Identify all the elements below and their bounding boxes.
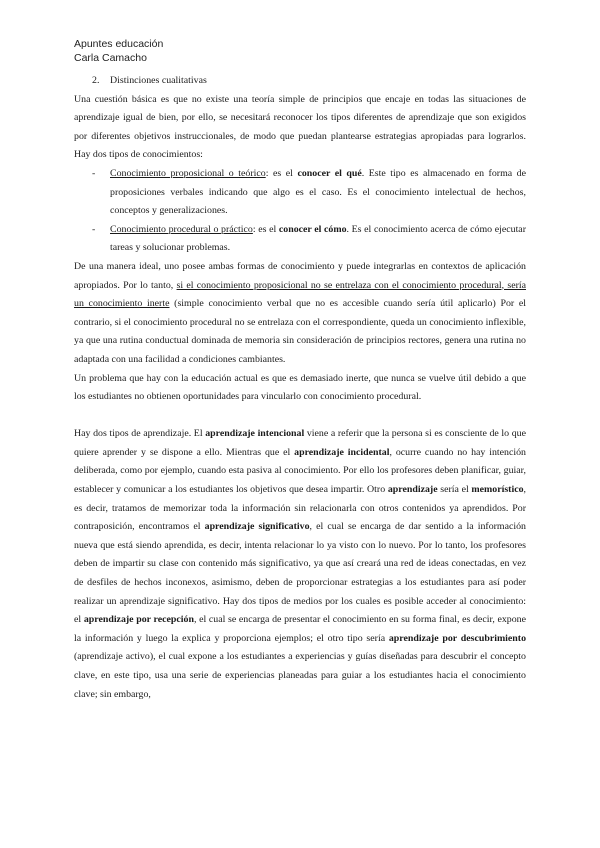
bold-discovery: aprendizaje por descubrimiento [388,632,527,644]
bullet-dash: - [92,167,96,179]
learning-text: Hay dos tipos de aprendizaje. El [74,428,206,440]
integration-start: De una manera ideal, uno posee ambas formas de conocimiento y puede integrarlas en contextos de aplicación apropiados. Por lo tanto, [74,260,526,291]
document-body [74,72,526,704]
page-header [74,37,163,65]
bold-memoristic: memorístico [471,484,524,496]
learning-text: sería el [437,484,472,496]
bold-significant: aprendizaje significativo [204,521,310,533]
bold-incidental: aprendizaje incidental [294,446,390,458]
bullet-dash: - [92,223,96,235]
paragraph-problem: Un problema que hay con la educación actual es que es demasiado inerte, que nunca se vuelve útil debido a que los estudiantes no obtienen oportunidades para vincularlo con conocimiento procedural. [74,372,526,403]
term-procedural: Conocimiento procedural o práctico [110,223,253,235]
bold-aprendizaje: aprendizaje [387,484,438,496]
integration-end: (simple conocimiento verbal que no es accesible cuando sería útil aplicarlo) Por el contrario, si el conocimiento procedural no se entrelaza con el correspondiente, queda un conocimiento inflexible, ya que una rutina conductual dominada de memoria sin consideración de principios rectores, genera una rutina no adaptada con una facilidad a condiciones cambiantes. [74,298,526,365]
section-heading [74,72,526,91]
learning-text: , el cual se encarga de presentar el conocimiento en su forma final, es decir, expone la información y luego la explica y proporciona ejemplos; el otro tipo sería [74,614,526,644]
learning-text: (aprendizaje activo), el cual expone a los estudiantes a experiencias y guías diseñadas para descubrir el concepto clave, en este tipo, usa una serie de experiencias planeadas para guiar a los estudiantes hacia el conocimiento clave; sin embargo, [74,651,526,700]
bold-intentional: aprendizaje intencional [205,428,305,440]
bold-know-what: conocer el qué [297,167,362,179]
learning-text: viene a referir que la persona si es consciente de lo que quiere aprender y se dispone a ello. Mientras que el [74,428,526,458]
learning-text: , ocurre cuando no hay intención deliberada, como por ejemplo, cuando esta pasiva al conocimiento. Por ello los profesores deben planificar, guiar, establecer y comunicar a los estudiantes los objetivos que desea impartir. Otro [74,446,526,496]
definition-procedural: . Es el conocimiento acerca de cómo ejecutar tareas y solucionar problemas. [110,223,526,254]
bold-reception: aprendizaje por recepción [83,614,194,626]
paragraph-integration [74,258,526,370]
header-subject: Apuntes educación [74,38,164,50]
list-item-procedural [74,221,526,258]
section-number: 2. [92,75,100,86]
header-author: Carla Camacho [74,52,147,64]
knowledge-types-list [74,165,526,258]
paragraph-intro: Una cuestión básica es que no existe una teoría simple de principios que encaje en todas las situaciones de aprendizaje igual de bien, por ello, se necesitará reconocer los tipos diferentes de aprendizaje que son exigidos por diferentes objetivos instruccionales, de modo que puedan plantearse estrategias apropiadas para lograrlos. Hay dos tipos de conocimientos: [74,93,526,161]
learning-text: , el cual se encarga de dar sentido a la información nueva que está siendo aprendida, es decir, intenta relacionar lo ya visto con lo nuevo. Por lo tanto, los profesores deben de impartir su clase con contenido más significativo, ya que así creará una red de ideas conectadas, en vez de desfiles de hechos inconexos, asimismo, deben de proporcionar estrategias a los estudiantes para así poder realizar un aprendizaje significativo. Hay dos tipos de medios por los cuales es posible acceder al conocimiento: el [74,521,526,626]
integration-underlined: si el conocimiento proposicional no se entrelaza con el conocimiento procedural, sería un conocimiento inerte [74,279,526,310]
term-connector: : es el [265,167,298,179]
list-item-propositional [74,165,526,221]
term-connector: : es el [252,223,279,235]
section-title: Distinciones cualitativas [110,75,207,86]
bold-know-how: conocer el cómo [278,223,347,235]
learning-text: , es decir, tratamos de memorizar toda la información sin relacionarla con otros contenidos ya aprendidos. Por contraposición, encontramos el [74,484,526,533]
paragraph-learning-types [74,425,526,704]
term-propositional: Conocimiento proposicional o teórico [110,167,266,179]
paragraph-gap [74,407,526,426]
definition-propositional: . Este tipo es almacenado en forma de proposiciones verbales indicando que algo es el caso. Es el conocimiento intelectual de hechos, conceptos y generalizaciones. [110,167,526,217]
